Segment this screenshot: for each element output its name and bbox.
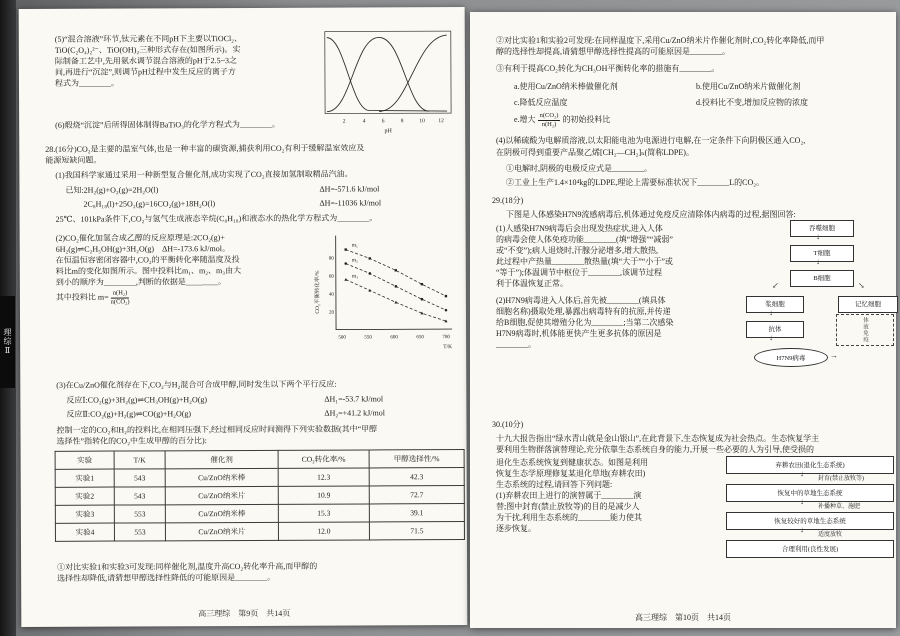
option-e-suffix: 的初始投料比 — [562, 115, 611, 124]
reaction-equation: 反应Ⅰ:CO₂(g)+3H₂(g)⇌CH₃OH(g)+H₂O(g) — [66, 395, 208, 405]
q28-note-line: ②对比实验1和实验2可发现:在同样温度下,采用Cu/ZnO纳米片作催化剂时,CO₂转化率降低,而甲 — [496, 36, 825, 45]
table-cell: 实验3 — [55, 505, 114, 523]
q28-2-line: 6H₂(g)⇌C₂H₅OH(g)+3H₂O(g) ΔH=-173.6 kJ/mol。 — [55, 244, 230, 254]
dashed-box-label: 体液免疫 — [862, 317, 868, 343]
virus-oval: H7N9病毒 — [754, 348, 828, 367]
q29-1-line: 或“不变”);病人退烧时,汗腺分泌增多,增大散热, — [496, 246, 658, 255]
q28-1-ask: 25℃、101kPa条件下,CO₂与氢气生成液态辛烷(C₈H₁₈)和液态水的热化学方程式为________。 — [55, 213, 378, 224]
option-e-prefix: e.增大 — [514, 115, 536, 124]
fraction-numerator: n(CO₂) — [539, 112, 559, 119]
axis-tick-label: 700 — [442, 335, 450, 341]
equation: 已知:2H₂(g)+O₂(g)=2H₂O(l) — [65, 185, 159, 195]
flow-box-t-cell: T细胞 — [790, 245, 854, 262]
table-row — [55, 504, 464, 524]
q28-2-line: 到小的顺序为________,判断的依据是________。 — [55, 277, 226, 287]
enthalpy-value: ΔH₁=-53.7 kJ/mol — [324, 394, 384, 404]
series-m3-markers — [344, 278, 447, 323]
table-cell: 72.7 — [369, 486, 464, 504]
arrow-down-icon: ↓ — [816, 232, 820, 241]
q29-1-line: “等于”);体温调节中枢位于________,该调节过程 — [496, 268, 662, 277]
fraction-denominator: n(H₂) — [541, 120, 557, 128]
q5-line: 际制备工艺中,先用氨水调节混合溶液的pH于2.5~3之 — [54, 56, 238, 66]
q30-line: 要利用生物群落演替理论,充分依靠生态系统自身的能力,开展一些必要的人为引导,使受损的 — [496, 445, 814, 454]
q29-heading: 29.(18分) — [492, 196, 524, 205]
table-cell: 实验1 — [55, 469, 114, 487]
curve-species-2 — [327, 37, 429, 111]
table-cell: Cu/ZnO纳米棒 — [165, 504, 278, 522]
feed-ratio-formula — [56, 289, 130, 305]
series-label: m₂ — [351, 257, 358, 264]
table-cell: 实验2 — [55, 487, 114, 505]
table-header-cell: 实验 — [55, 451, 114, 469]
arrow-down-left-icon: ↙ — [772, 281, 779, 290]
flow-box-b-cell: B细胞 — [790, 270, 854, 287]
q29-1-line: (1)人感染H7N9病毒后会出现发热症状,进入人体 — [496, 224, 663, 233]
q28-note-line: 醇的选择性却提高,请猜想甲醇选择性提高的可能原因是________。 — [496, 47, 730, 56]
enthalpy-value: ΔH=-571.6 kJ/mol — [319, 184, 380, 194]
option-e — [514, 112, 610, 128]
option-d: d.投料比不变,增加反应物的浓度 — [696, 98, 808, 107]
q28-1-intro: (1)我国科学家通过采用一种新型复合催化剂,成功实现了CO₂直接加氢制取精品汽油。 — [55, 169, 353, 180]
q29-2-line: 给B细胞,促使其增殖分化为________;当第二次感染 — [496, 318, 674, 327]
q30-line: 十九大报告指出“绿水青山就是金山银山”,在此背景下,生态恢复成为社会热点。生态恢复学主 — [496, 434, 820, 443]
flow-side-note: 补播种草、施肥 — [818, 504, 861, 510]
q28-note-line: ③有利于提高CO₂转化为CH₃OH平衡转化率的措施有________。 — [496, 64, 720, 73]
q29-2-line: ________。 — [496, 340, 536, 349]
flow-box-sustainable-use: 合理利用(良性发展) — [726, 540, 894, 558]
q29-1-line: 利于体温恢复正常。 — [496, 279, 568, 288]
experiment-table — [55, 449, 465, 542]
q29-2-line: 细胞名称)摄取处理,暴露出病毒特有的抗原,并传递 — [496, 307, 671, 316]
table-cell: 10.9 — [278, 486, 369, 504]
flow-box-memory-cell: 记忆细胞 — [838, 296, 898, 313]
q28-3-intro: (3)在Cu/ZnO催化剂存在下,CO₂与H₂混合可合成甲醇,同时发生以下两个平行反应: — [56, 379, 337, 390]
axis-tick-label: 8 — [400, 118, 404, 125]
table-header-cell: 甲醇选择性/% — [369, 450, 464, 468]
page-footer: 高三理综 第9页 共14页 — [198, 608, 291, 619]
axis-tick-label: 40 — [328, 292, 334, 298]
table-cell: 实验4 — [55, 523, 114, 541]
q30-heading: 30.(10分) — [492, 420, 524, 429]
q30-line: 替;图中封育(禁止放牧等)的目的是减少人 — [496, 502, 640, 511]
arrow-down-icon: ↓ — [769, 333, 773, 342]
flow-box-degraded-farmland: 弃耕农田(退化生态系统) — [726, 456, 894, 474]
table-header-row — [55, 450, 464, 470]
arrow-down-icon: ↓ — [800, 497, 804, 506]
q30-line: 退化生态系统恢复到健康状态。如图是利用 — [496, 458, 648, 467]
q28-4-line: 在阴极可得到重要产品聚乙烯[CH₂—CH₂]ₙ(简称LDPE)。 — [496, 148, 694, 157]
x-axis-label: pH — [384, 128, 392, 135]
reaction-equation: 反应Ⅱ:CO₂(g)+H₂(g)⇌CO(g)+H₂O(g) — [66, 409, 192, 419]
table-cell: 71.5 — [369, 522, 464, 540]
axis-tick-label: 12 — [438, 118, 444, 125]
fraction — [111, 289, 130, 305]
table-cell: 12.3 — [278, 468, 369, 486]
q6-line: (6)煅烧“沉淀”后所得固体制得BaTiO₃的化学方程式为________。 — [55, 119, 280, 130]
axis-tick-label: 4 — [362, 118, 366, 125]
table-cell: 39.1 — [369, 504, 464, 522]
page-footer: 高三理综 第10页 共14页 — [635, 613, 731, 622]
table-row — [55, 522, 464, 542]
humoral-immunity-dashed-box — [836, 314, 894, 346]
right-page — [470, 12, 896, 628]
q5-line: 程式为________。 — [54, 78, 119, 88]
table-cell: 543 — [114, 469, 165, 487]
enthalpy-value: ΔH₂=+41.2 kJ/mol — [324, 408, 385, 418]
fraction-numerator: n(H₂) — [111, 289, 130, 298]
axis-tick-label: 600 — [390, 335, 398, 341]
curve-species-3 — [379, 35, 447, 111]
arrow-down-right-icon: ↘ — [858, 281, 865, 290]
curve-species-1 — [327, 37, 447, 112]
axis-tick-label: 500 — [338, 335, 346, 341]
table-cell: 553 — [114, 505, 165, 523]
q30-line: 为干扰,利用生态系统的________能力使其 — [496, 513, 642, 522]
q29-2-line: H7N9病毒时,机体能更快产生更多抗体的原因是 — [496, 329, 662, 338]
q28-4-sub2: ②工业上生产1.4×10⁴kg的LDPE,理论上需要标准状况下________L的CO₂。 — [506, 178, 765, 187]
table-cell: Cu/ZnO纳米棒 — [165, 468, 278, 486]
table-row — [55, 486, 464, 506]
q28-2-line: 料比m的变化如图所示。图中投料比m₁、m₂、m₃由大 — [55, 266, 242, 276]
table-header-cell: T/K — [114, 451, 165, 469]
axis-tick-label: 6 — [381, 118, 385, 125]
option-b: b.使用Cu/ZnO纳米片做催化剂 — [696, 82, 801, 91]
co2-conversion-chart — [312, 227, 459, 360]
table-cell: 15.3 — [278, 504, 369, 522]
series-m1-markers — [345, 248, 448, 298]
x-axis-label: T/K — [443, 344, 453, 351]
q28-4-sub1: ①电解时,阴极的电极反应式是________。 — [506, 164, 652, 173]
series-m1-line — [346, 249, 446, 296]
q29-1-line: 此过程中产热量________散热量(填“大于”“小于”或 — [496, 257, 673, 266]
flow-side-note: 封育(禁止放牧等) — [818, 476, 864, 482]
q28-note-line: 选择性却降低,请猜想甲醇选择性降低的可能原因是________。 — [57, 572, 276, 583]
q5-line: (5)“混合溶液”环节,钛元素在不同pH下主要以TiOCl₂、 — [54, 34, 242, 44]
axis-tick-label: 650 — [416, 335, 424, 341]
arrow-down-icon: ↓ — [769, 308, 773, 317]
formula-m-equals: m= — [97, 292, 109, 302]
flow-box-plasma-cell: 浆细胞 — [746, 296, 804, 313]
table-header-cell: 催化剂 — [165, 450, 278, 468]
table-cell: Cu/ZnO纳米片 — [165, 486, 278, 504]
table-cell: 543 — [114, 487, 165, 505]
formula-prefix: 其中投料比 — [55, 292, 96, 302]
equation: 2C₈H₁₈(l)+25O₂(g)=16CO₂(g)+18H₂O(l) — [83, 199, 216, 209]
option-a: a.使用Cu/ZnO纳米棒做催化剂 — [514, 82, 618, 91]
spine-tab — [0, 296, 15, 388]
q28-heading: 28.(16分)CO₂是主要的温室气体,也是一种丰富的碳资源,捕获利用CO₂有利于缓解温室效应及 — [45, 143, 365, 154]
chart-frame — [325, 31, 451, 114]
left-page — [19, 7, 468, 627]
table-cell: 553 — [114, 523, 165, 541]
flow-box-recovered-grassland: 恢复较好的草地生态系统 — [726, 512, 894, 530]
q29-1-line: 的病毒会使人体免疫功能________(填“增强”“减弱” — [496, 235, 673, 244]
ph-distribution-chart — [309, 25, 457, 136]
q28-2-line: 在恒温恒容密闭容器中,CO₂的平衡转化率随温度及投 — [55, 255, 240, 265]
flow-box-phagocyte: 吞噬细胞 — [790, 220, 854, 237]
arrow-down-icon: ↓ — [800, 525, 804, 534]
fraction — [538, 112, 561, 128]
q29-intro: 下图是人体感染H7N9流感病毒后,机体通过免疫反应清除体内病毒的过程,据图回答: — [506, 210, 796, 219]
spine-label: 理综Ⅱ — [3, 328, 12, 356]
q30-line: (1)弃耕农田上进行的演替属于________演 — [496, 491, 642, 500]
q30-line: 恢复生态学原理修复某退化草地(弃耕农田) — [496, 469, 646, 478]
q5-line: TiO(C₂O₄)₂²⁻、TiO(OH)₂三种形式存在(如图所示)。实 — [54, 45, 241, 55]
q28-3-control: 控制一定的CO₂和H₂的投料比,在相同压强下,经过相同反应时间测得下列实验数据(其中“甲醇 — [56, 424, 378, 435]
arrow-down-icon: ↓ — [816, 257, 820, 266]
flow-box-recovering-grassland: 恢复中的草地生态系统 — [726, 484, 894, 502]
axes — [336, 235, 452, 330]
table-cell: Cu/ZnO纳米片 — [165, 522, 278, 540]
q28-heading: 能源短缺问题。 — [45, 155, 102, 165]
immune-flowchart — [746, 220, 894, 410]
axis-tick-label: 10 — [419, 118, 425, 125]
axis-tick-label: 550 — [364, 335, 372, 341]
axis-tick-label: 80 — [328, 256, 334, 262]
y-axis-label: CO₂平衡转化率/% — [314, 270, 321, 314]
q29-2-line: (2)H7N9病毒进入人体后,首先被________(填具体 — [496, 296, 666, 305]
fraction-denominator: n(CO₂) — [110, 297, 130, 306]
series-label: m₃ — [351, 273, 359, 280]
ecology-flowchart — [722, 456, 894, 576]
flow-side-note: 适度放牧 — [818, 532, 843, 538]
table-cell: 42.3 — [369, 468, 464, 486]
axis-tick-label: 20 — [328, 310, 334, 316]
table-header-cell: CO₂转化率/% — [278, 450, 369, 468]
flow-box-antibody: 抗体 — [746, 321, 804, 338]
table-cell: 12.0 — [278, 522, 369, 540]
arrow-down-icon: ↓ — [800, 469, 804, 478]
option-c: c.降低反应温度 — [514, 98, 568, 107]
series-label: m₁ — [351, 242, 358, 249]
q5-line: 间,再进行“沉淀”,则调节pH过程中发生反应的离子方 — [54, 67, 236, 77]
enthalpy-value: ΔH=-11036 kJ/mol — [319, 198, 382, 208]
q28-note-line: ①对比实验1和实验3可发现:同样催化剂,温度升高CO₂转化率升高,而甲醇的 — [57, 561, 318, 572]
q30-line: 生态系统的过程,请回答下列问题: — [496, 480, 613, 489]
table-row — [55, 468, 464, 488]
axis-tick-label: 2 — [342, 118, 346, 125]
q28-2-line: (2)CO₂催化加氢合成乙醇的反应原理是:2CO₂(g)+ — [55, 233, 225, 243]
axis-tick-label: 60 — [328, 274, 334, 280]
q28-4-line: (4)以稀硫酸为电解质溶液,以太阳能电池为电源进行电解,在一定条件下向阴极区通入CO₂, — [496, 136, 806, 145]
q30-line: 逐步恢复。 — [496, 524, 536, 533]
q28-3-control: 选择性”指转化的CO₂中生成甲醇的百分比): — [56, 436, 207, 446]
arrow-right-icon: → — [830, 351, 838, 360]
